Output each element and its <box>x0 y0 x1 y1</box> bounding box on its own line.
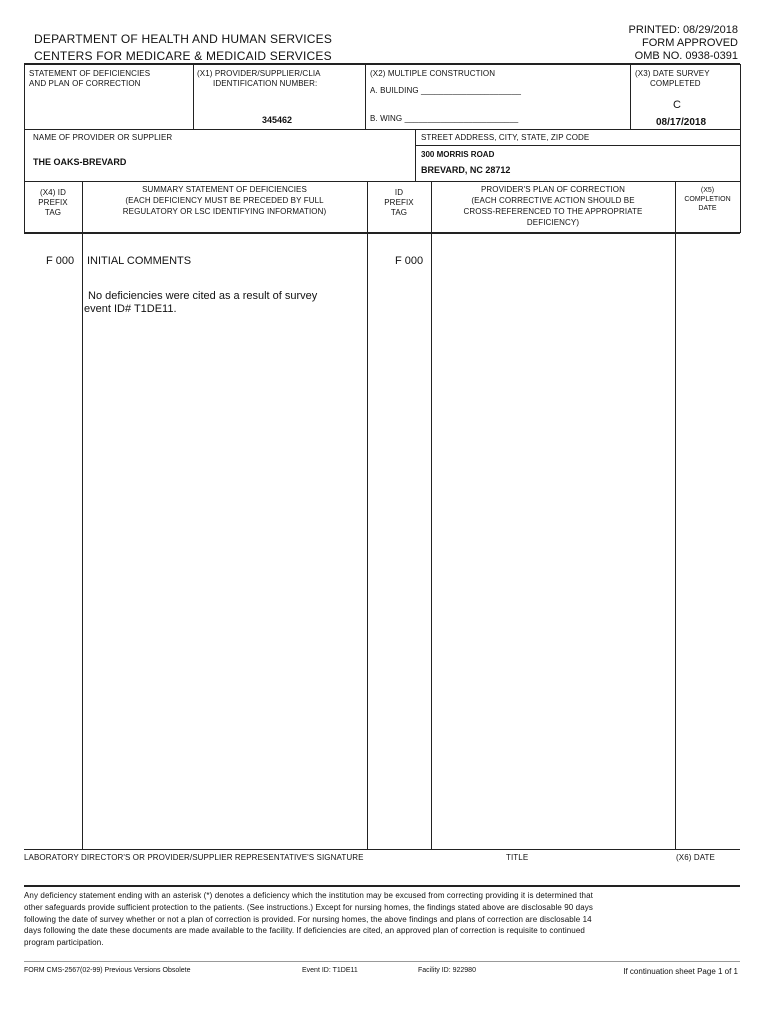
id-header-3: TAG <box>390 208 408 217</box>
plan-header-1: PROVIDER'S PLAN OF CORRECTION <box>480 185 625 194</box>
x5-header-3: DATE <box>698 205 717 212</box>
top-border <box>24 63 740 65</box>
survey-completed-date: 08/17/2018 <box>656 117 707 128</box>
x5-header-1: (X5) <box>700 187 715 194</box>
divider-x2 <box>365 64 366 130</box>
building-field: A. BUILDING ______________________ <box>370 86 522 95</box>
divider-x1 <box>193 64 194 130</box>
address-label: STREET ADDRESS, CITY, STATE, ZIP CODE <box>421 133 590 142</box>
body-bottom-line <box>24 849 740 850</box>
summary-header-3: REGULATORY OR LSC IDENTIFYING INFORMATION) <box>122 207 327 216</box>
disclaimer-line2: other safeguards provide sufficient protection to the patients. (See instructions.) Except for nursing homes, the findings stated above are disclosable 90 days <box>24 903 593 912</box>
x4-header-1: (X4) ID <box>39 188 67 197</box>
x2-label: (X2) MULTIPLE CONSTRUCTION <box>370 69 496 78</box>
disclaimer-line3: following the date of survey whether or not a plan of correction is provided. For nursing homes, the above findings and plans of correction are disclosable 14 <box>24 915 592 924</box>
entry-right-tag: F 000 <box>395 255 424 267</box>
address-label-underline <box>415 145 740 146</box>
plan-header-2: (EACH CORRECTIVE ACTION SHOULD BE <box>471 196 635 205</box>
x4-header-3: TAG <box>44 208 62 217</box>
right-border <box>740 64 741 233</box>
col-line-1 <box>82 182 83 850</box>
omb-number: OMB NO. 0938-0391 <box>634 50 738 62</box>
divider-address <box>415 130 416 182</box>
form-approved: FORM APPROVED <box>642 37 738 49</box>
date-label: (X6) DATE <box>676 853 715 862</box>
plan-header-4: DEFICIENCY) <box>526 218 580 227</box>
plan-header-3: CROSS-REFERENCED TO THE APPROPRIATE <box>463 207 643 216</box>
title-label: TITLE <box>506 853 529 862</box>
divider-x3 <box>630 64 631 130</box>
footer-facility-id: Facility ID: 922980 <box>418 967 476 974</box>
footer-form-number: FORM CMS-2567(02-99) Previous Versions Obsolete <box>24 967 191 974</box>
row-divider-1 <box>24 129 740 130</box>
col-line-4 <box>675 182 676 850</box>
x1-label-2: IDENTIFICATION NUMBER: <box>213 79 318 88</box>
provider-name: THE OAKS-BREVARD <box>33 157 127 167</box>
signature-label: LABORATORY DIRECTOR'S OR PROVIDER/SUPPLIER REPRESENTATIVE'S SIGNATURE <box>24 853 364 862</box>
signature-bottom-line <box>24 885 740 887</box>
x3-label-2: COMPLETED <box>650 79 701 88</box>
row-divider-2 <box>24 181 740 182</box>
summary-header-1: SUMMARY STATEMENT OF DEFICIENCIES <box>142 185 307 194</box>
entry-left-tag: F 000 <box>46 255 75 267</box>
street-address: 300 MORRIS ROAD <box>421 150 495 159</box>
disclaimer-line4: days following the date these documents are made available to the facility. If deficiencies are cited, an approved plan of correction is requisite to continued <box>24 926 585 935</box>
printed-date: PRINTED: 08/29/2018 <box>628 24 738 36</box>
statement-label-2: AND PLAN OF CORRECTION <box>29 79 141 88</box>
x1-label-1: (X1) PROVIDER/SUPPLIER/CLIA <box>197 69 321 78</box>
agency-name-line1: DEPARTMENT OF HEALTH AND HUMAN SERVICES <box>34 32 333 46</box>
id-header-2: PREFIX <box>384 198 414 207</box>
summary-header-2: (EACH DEFICIENCY MUST BE PRECEDED BY FULL <box>125 196 324 205</box>
survey-type-code: C <box>673 99 681 111</box>
entry-text-line2: event ID# T1DE11. <box>84 303 177 315</box>
id-header-1: ID <box>394 188 404 197</box>
col-line-2 <box>367 182 368 850</box>
agency-name-line2: CENTERS FOR MEDICARE & MEDICAID SERVICES <box>34 49 332 63</box>
x5-header-2: COMPLETION <box>684 196 731 203</box>
city-state-zip: BREVARD, NC 28712 <box>421 165 511 175</box>
wing-field: B. WING _________________________ <box>370 114 519 123</box>
entry-text-line1: No deficiencies were cited as a result of survey <box>88 290 318 302</box>
footer-line <box>24 961 740 962</box>
provider-name-label: NAME OF PROVIDER OR SUPPLIER <box>33 133 173 142</box>
entry-title: INITIAL COMMENTS <box>87 255 192 267</box>
statement-label-1: STATEMENT OF DEFICIENCIES <box>29 69 151 78</box>
col-line-3 <box>431 182 432 850</box>
footer-event-id: Event ID: T1DE11 <box>302 967 358 974</box>
footer-page-number: If continuation sheet Page 1 of 1 <box>623 967 738 976</box>
disclaimer-line1: Any deficiency statement ending with an asterisk (*) denotes a deficiency which the institution may be excused from correcting providing it is determined that <box>24 891 593 900</box>
provider-id-number: 345462 <box>262 115 293 125</box>
disclaimer-line5: program participation. <box>24 938 104 947</box>
x4-header-2: PREFIX <box>38 198 68 207</box>
x3-label-1: (X3) DATE SURVEY <box>635 69 710 78</box>
row-divider-3 <box>24 232 740 234</box>
